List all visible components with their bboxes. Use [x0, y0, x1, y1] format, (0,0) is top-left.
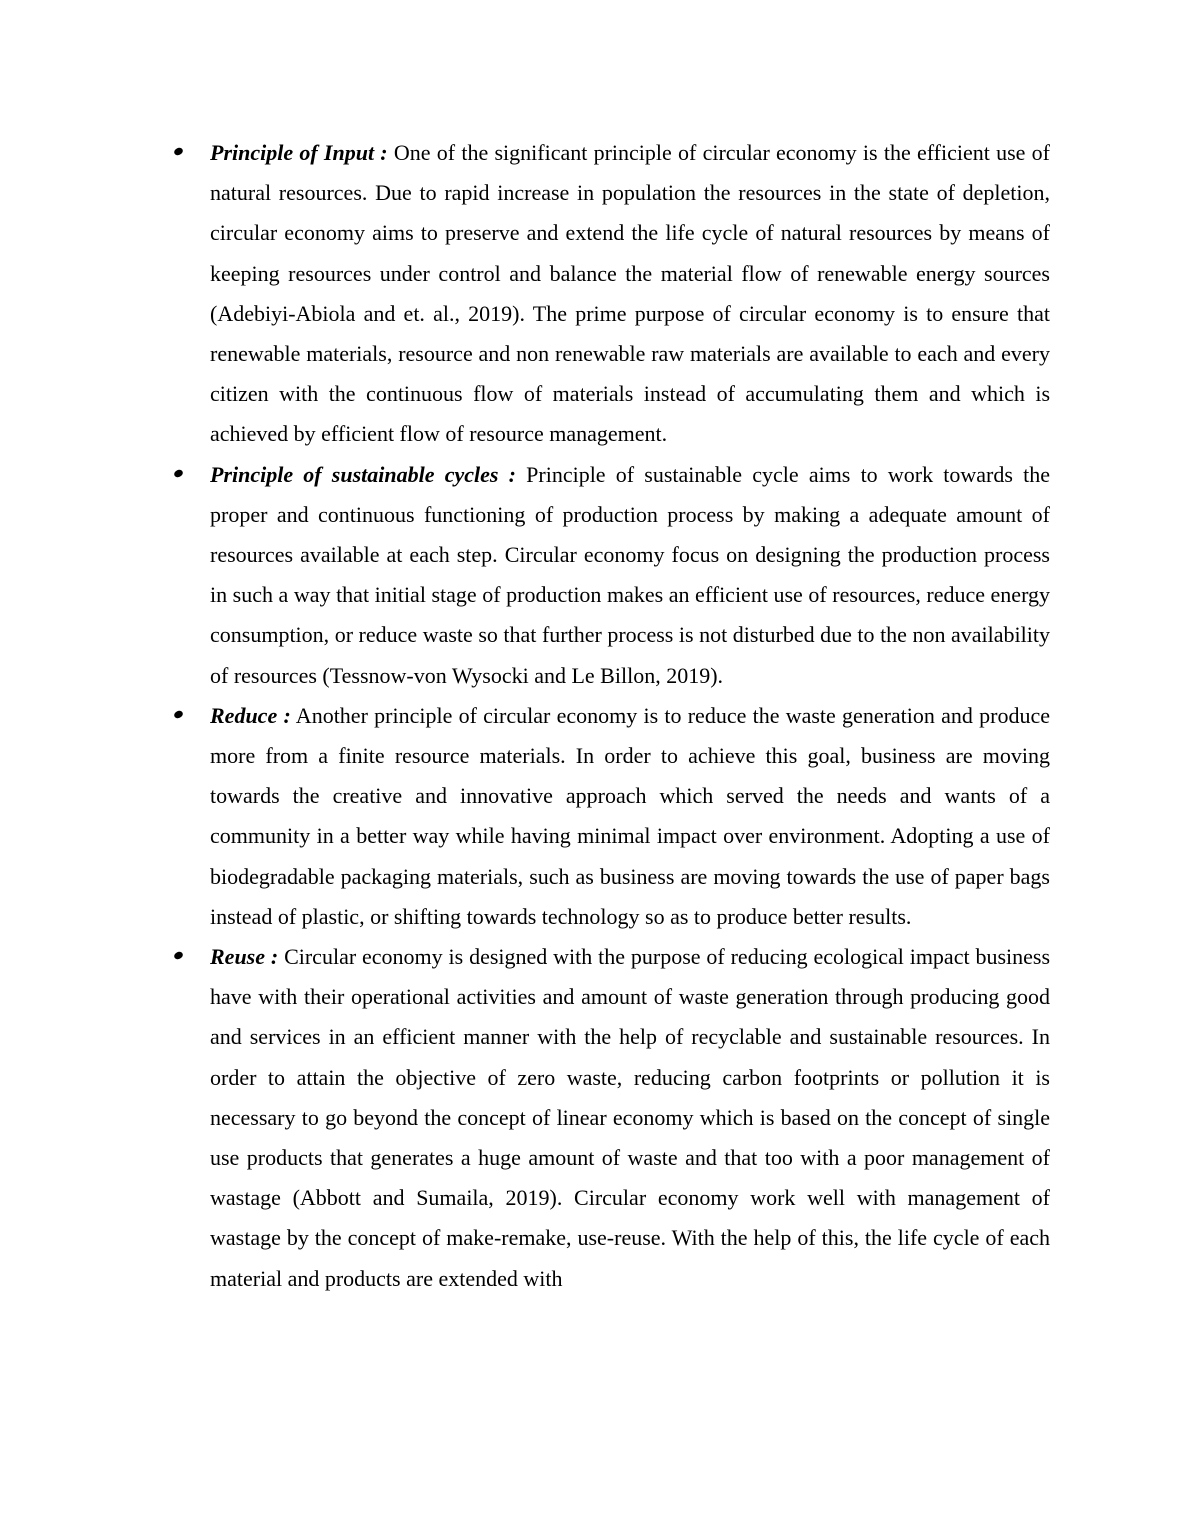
item-heading: Principle of sustainable cycles : [210, 461, 516, 487]
item-heading: Reduce : [210, 702, 291, 728]
list-item-principle-of-input [172, 133, 1050, 455]
item-heading: Reuse : [210, 944, 279, 970]
list-item-reuse [172, 937, 1050, 1299]
item-heading: Principle of Input : [210, 140, 388, 165]
item-text: Another principle of circular economy is to reduce the waste generation and produce more from a finite resource materials. In order to achieve this goal, business are moving towards the creative and innovative approach which served the needs and wants of a community in a better way while having minimal impact over environment. Adopting a use of biodegradable packaging materials, such as business are moving towards the use of paper bags instead of plastic, or shifting towards technology so as to produce better results. [210, 702, 1051, 929]
bullet-icon [173, 709, 184, 719]
bullet-icon [173, 146, 184, 156]
item-text: Principle of sustainable cycle aims to work towards the proper and continuous functioning of production process by making a adequate amount of resources available at each step. Circular economy focus on designing the production process in such a way that initial stage of production makes an efficient use of resources, reduce energy consumption, or reduce waste so that further process is not disturbed due to the non availability of resources (Tessnow-von Wysocki and Le Billon, 2019). [210, 461, 1050, 688]
bullet-icon [173, 950, 184, 960]
principles-list [172, 133, 1050, 1299]
list-item-reduce [172, 696, 1050, 937]
item-text: One of the significant principle of circular economy is the efficient use of natural resources. Due to rapid increase in population the resources in the state of depletion, circular economy aims to preserve and extend the life cycle of natural resources by means of keeping resources under control and balance the material flow of renewable energy sources (Adebiyi-Abiola and et. al., 2019). The prime purpose of circular economy is to ensure that renewable materials, resource and non renewable raw materials are available to each and every citizen with the continuous flow of materials instead of accumulating them and which is achieved by efficient flow of resource management. [210, 140, 1050, 447]
item-text: Circular economy is designed with the purpose of reducing ecological impact business have with their operational activities and amount of waste generation through producing good and services in an efficient manner with the help of recyclable and sustainable resources. In order to attain the objective of zero waste, reducing carbon footprints or pollution it is necessary to go beyond the concept of linear economy which is based on the concept of single use products that generates a huge amount of waste and that too with a poor management of wastage (Abbott and Sumaila, 2019). Circular economy work well with management of wastage by the concept of make-remake, use-reuse. With the help of this, the life cycle of each material and products are extended with [210, 944, 1051, 1291]
bullet-icon [173, 468, 184, 478]
list-item-principle-of-sustainable-cycles [172, 455, 1050, 696]
